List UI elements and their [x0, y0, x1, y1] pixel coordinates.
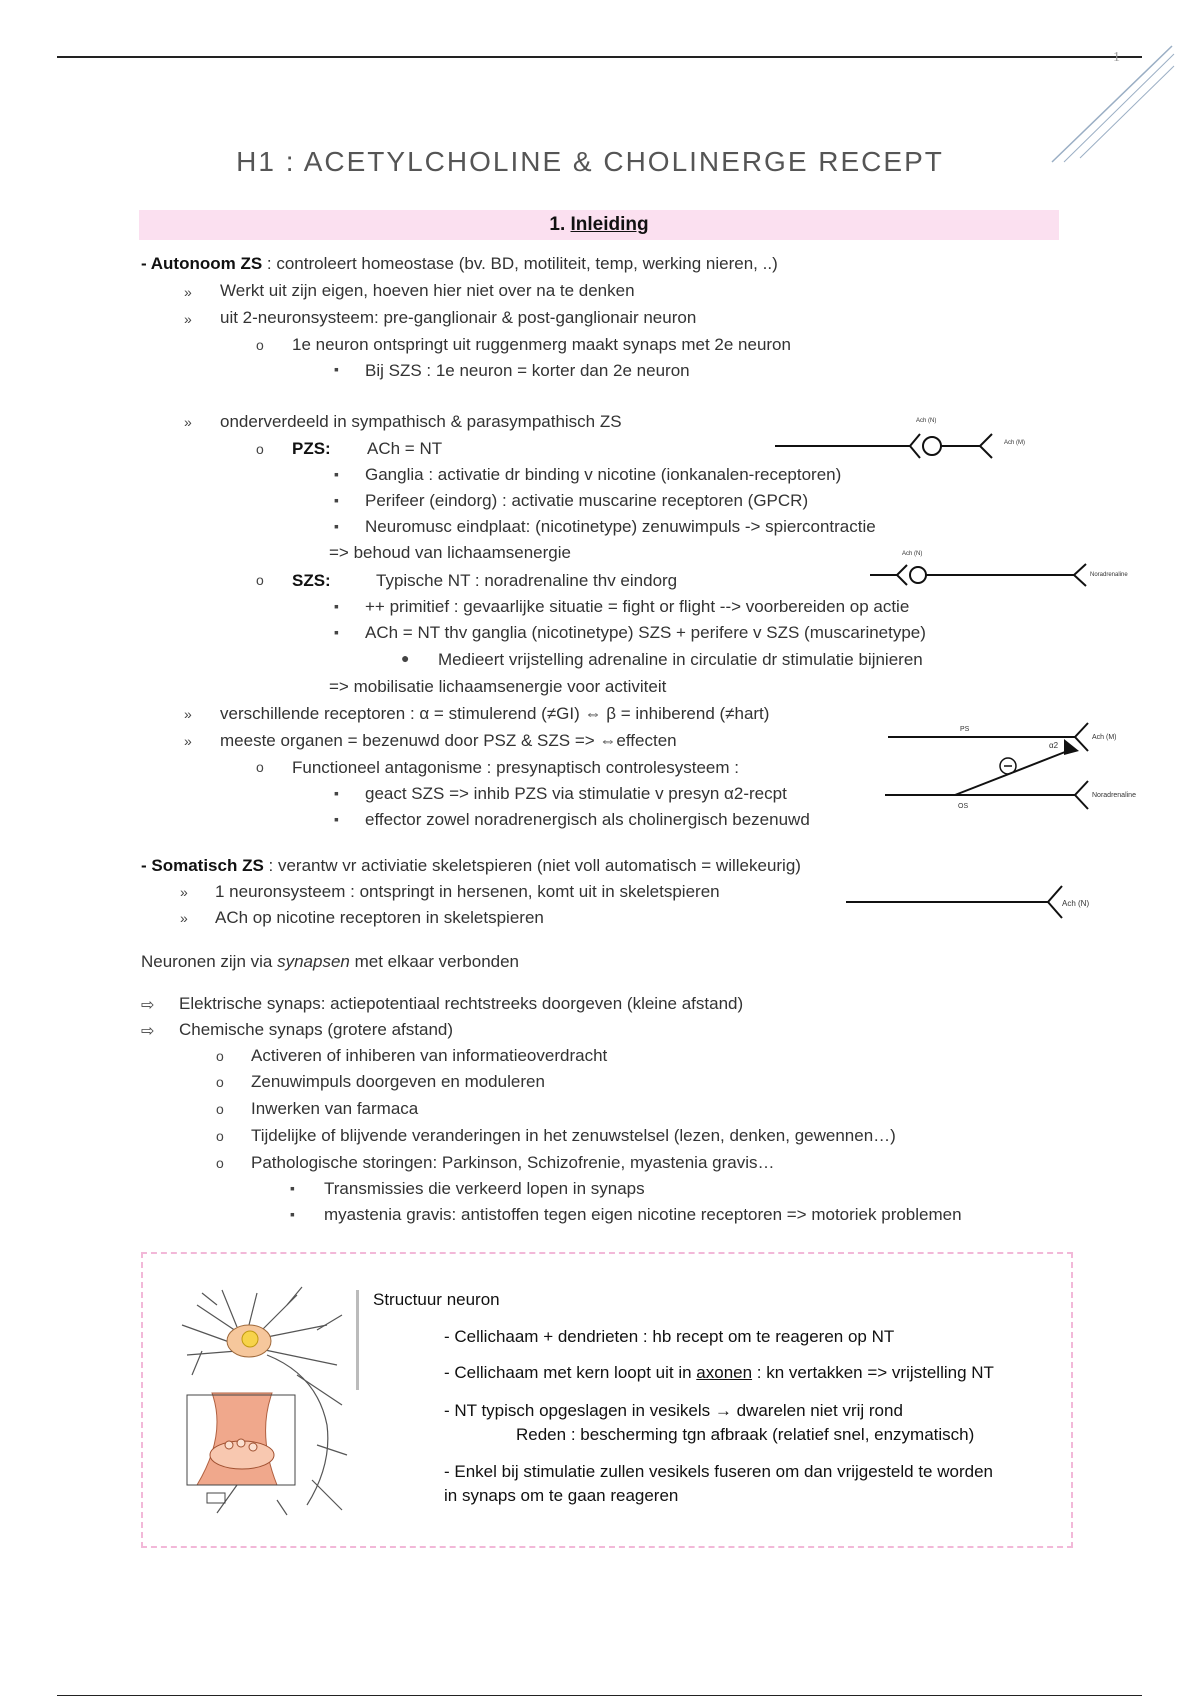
square-marker: ▪ — [334, 624, 339, 640]
autonoom-item-3: 1e neuron ontspringt uit ruggenmerg maakt synaps met 2e neuron — [292, 335, 791, 354]
synapsen-intro: Neuronen zijn via synapsen met elkaar verbonden — [141, 952, 520, 971]
square-marker: ▪ — [334, 598, 339, 614]
page-title: H1 : ACETYLCHOLINE & CHOLINERGE RECEPT — [236, 146, 944, 177]
structure-point-3: - NT typisch opgeslagen in vesikels → dwarelen niet vrij rond — [444, 1401, 903, 1420]
circle-marker: o — [256, 441, 264, 457]
somatisch-label: - Somatisch ZS — [141, 856, 264, 875]
square-marker: ▪ — [334, 785, 339, 801]
square-marker: ▪ — [290, 1206, 295, 1222]
szs-label: SZS: — [292, 571, 331, 590]
ps-label: PS — [960, 726, 970, 733]
chemical-item-7: myastenia gravis: antistoffen tegen eigen nicotine receptoren => motoriek problemen — [324, 1205, 962, 1224]
autonoom-line — [141, 254, 778, 274]
illustration-credit-strip — [356, 1290, 359, 1390]
electric-synapse: Elektrische synaps: actiepotentiaal rechtstreeks doorgeven (kleine afstand) — [179, 994, 744, 1013]
square-marker: ▪ — [334, 811, 339, 827]
section-band — [139, 210, 1059, 240]
circle-marker: o — [216, 1101, 224, 1117]
section-title: Inleiding — [570, 214, 649, 235]
somatisch-item-1: 1 neuronsysteem : ontspringt in hersenen, komt uit in skeletspieren — [215, 882, 720, 901]
structure-point-2a: - Cellichaam met kern loopt uit in — [444, 1363, 697, 1382]
chemical-item-4: Tijdelijke of blijvende veranderingen in het zenuwstelsel (lezen, denken, gewennen…) — [251, 1126, 896, 1145]
szs-item-2: ACh = NT thv ganglia (nicotinetype) SZS + perifere v SZS (muscarinetype) — [365, 623, 926, 642]
page-number: 1 — [1113, 50, 1120, 65]
autonoom-item-10: effector zowel noradrenergisch als cholinergisch bezenuwd — [365, 810, 810, 829]
square-marker: ▪ — [334, 361, 339, 377]
bullet-marker: » — [180, 884, 188, 900]
pzs-item-3: Neuromusc eindplaat: (nicotinetype) zenuwimpuls -> spiercontractie — [365, 517, 876, 536]
circle-marker: o — [216, 1155, 224, 1171]
pzs-right-label: Ach (M) — [1004, 440, 1025, 446]
structure-point-4: - Enkel bij stimulatie zullen vesikels fuseren om dan vrijgesteld te worden — [444, 1462, 993, 1481]
ach-m-label: Ach (M) — [1092, 734, 1117, 741]
structure-point-2 — [444, 1363, 994, 1383]
bullet-marker: » — [180, 910, 188, 926]
autonoom-label: - Autonoom ZS — [141, 254, 263, 273]
chemical-item-2: Zenuwimpuls doorgeven en moduleren — [251, 1072, 545, 1091]
pzs-item-1: Ganglia : activatie dr binding v nicotine (ionkanalen-receptoren) — [365, 465, 842, 484]
structure-point-1: - Cellichaam + dendrieten : hb recept om te reageren op NT — [444, 1327, 895, 1346]
autonoom-item-1: Werkt uit zijn eigen, hoeven hier niet over na te denken — [220, 281, 635, 300]
autonoom-text: : controleert homeostase (bv. BD, motiliteit, temp, werking nieren, ..) — [262, 254, 778, 273]
szs-top-label: Ach (N) — [902, 551, 923, 557]
chemical-item-6: Transmissies die verkeerd lopen in synaps — [324, 1179, 645, 1198]
bullet-marker: » — [184, 284, 192, 300]
circle-marker: o — [256, 572, 264, 588]
structure-point-3b: Reden : bescherming tgn afbraak (relatief snel, enzymatisch) — [516, 1425, 975, 1444]
circle-marker: o — [256, 337, 264, 353]
circle-marker: o — [216, 1074, 224, 1090]
antagonism-diagram — [880, 715, 1170, 815]
top-rule — [57, 56, 1142, 58]
autonoom-item-2: uit 2-neuronsysteem: pre-ganglionair & post-ganglionair neuron — [220, 308, 697, 327]
szs-item-1: ++ primitief : gevaarlijke situatie = fight or flight --> voorbereiden op actie — [365, 597, 910, 616]
circle-marker: o — [256, 759, 264, 775]
somatic-right-label: Ach (N) — [1062, 899, 1090, 908]
arrow-marker: ⇨ — [141, 1023, 155, 1040]
os-label: OS — [958, 803, 969, 810]
szs-diagram — [860, 545, 1140, 590]
square-marker: ▪ — [290, 1180, 295, 1196]
neuron-illustration — [177, 1285, 352, 1517]
bullet-marker: » — [184, 414, 192, 430]
somatisch-text: : verantw vr activiatie skeletspieren (niet voll automatisch = willekeurig) — [263, 856, 801, 875]
chemical-item-1: Activeren of inhiberen van informatieoverdracht — [251, 1046, 608, 1065]
structure-point-4b: in synaps om te gaan reageren — [444, 1486, 679, 1505]
autonoom-item-9: geact SZS => inhib PZS via stimulatie v presyn α2-recpt — [365, 784, 787, 803]
autonoom-item-7: meeste organen = bezenuwd door PSZ & SZS => ⇔effecten — [220, 731, 677, 750]
structure-heading: Structuur neuron — [373, 1290, 500, 1309]
chemical-item-3: Inwerken van farmaca — [251, 1099, 419, 1118]
autonoom-item-4: Bij SZS : 1e neuron = korter dan 2e neuron — [365, 361, 690, 380]
szs-result: => mobilisatie lichaamsenergie voor activiteit — [329, 677, 667, 696]
alpha2-label: α2 — [1049, 741, 1059, 750]
pzs-nt: ACh = NT — [367, 439, 443, 458]
section-number: 1. — [549, 214, 566, 235]
bullet-marker: » — [184, 311, 192, 327]
structure-point-2b: : kn vertakken => vrijstelling NT — [752, 1363, 994, 1382]
somatisch-line — [141, 856, 801, 876]
autonoom-item-5: onderverdeeld in sympathisch & parasympathisch ZS — [220, 412, 622, 431]
dot-marker: ● — [401, 650, 410, 666]
autonoom-item-6: verschillende receptoren : α = stimulerend (≠GI) ⇔ β = inhiberend (≠hart) — [220, 704, 770, 723]
bullet-marker: » — [184, 733, 192, 749]
szs-nt: Typische NT : noradrenaline thv eindorg — [376, 571, 678, 590]
chemical-item-5: Pathologische storingen: Parkinson, Schizofrenie, myastenia gravis… — [251, 1153, 775, 1172]
pzs-label: PZS: — [292, 439, 331, 458]
arrow-marker: ⇨ — [141, 997, 155, 1014]
square-marker: ▪ — [334, 518, 339, 534]
circle-marker: o — [216, 1048, 224, 1064]
szs-right-label: Noradrenaline — [1090, 572, 1128, 578]
somatic-diagram — [840, 880, 1110, 925]
pzs-diagram — [770, 410, 1040, 460]
szs-item-3: Medieert vrijstelling adrenaline in circulatie dr stimulatie bijnieren — [438, 650, 923, 669]
square-marker: ▪ — [334, 466, 339, 482]
chemical-synapse: Chemische synaps (grotere afstand) — [179, 1020, 454, 1039]
pzs-item-2: Perifeer (eindorg) : activatie muscarine receptoren (GPCR) — [365, 491, 809, 510]
section-heading — [139, 214, 1059, 236]
bullet-marker: » — [184, 706, 192, 722]
pzs-top-label: Ach (N) — [916, 418, 937, 424]
somatisch-item-2: ACh op nicotine receptoren in skeletspieren — [215, 908, 544, 927]
pzs-result: => behoud van lichaamsenergie — [329, 543, 571, 562]
square-marker: ▪ — [334, 492, 339, 508]
circle-marker: o — [216, 1128, 224, 1144]
axonen-term: axonen — [696, 1363, 753, 1382]
noradrenaline-label: Noradrenaline — [1092, 792, 1136, 799]
autonoom-item-8: Functioneel antagonisme : presynaptisch controlesysteem : — [292, 758, 739, 777]
bottom-rule — [57, 1695, 1142, 1696]
